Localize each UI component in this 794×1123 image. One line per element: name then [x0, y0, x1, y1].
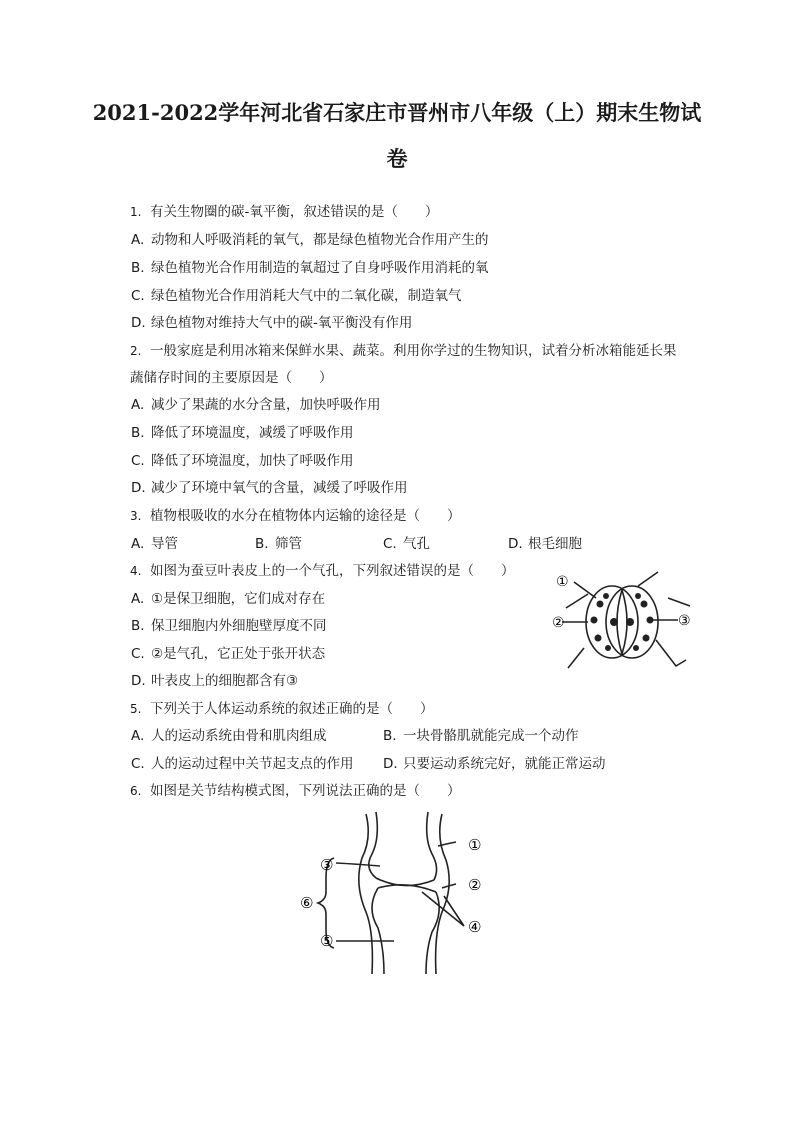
upper-bone-right-edge: [427, 812, 437, 880]
joint-label-1: ①: [468, 836, 482, 854]
question-5-option-b: B. 一块骨骼肌就能完成一个动作: [383, 728, 579, 744]
joint-label-5: ⑤: [320, 932, 334, 950]
question-2-stem-continued: 蔬储存时间的主要原因是（ ）: [130, 370, 333, 386]
joint-label-3: ③: [320, 856, 334, 874]
question-4-option-a: A. ①是保卫细胞，它们成对存在: [131, 591, 326, 607]
question-2-option-c: C. 降低了环境温度，加快了呼吸作用: [131, 453, 354, 469]
question-1-option-c: C. 绿色植物光合作用消耗大气中的二氧化碳，制造氧气: [131, 288, 462, 304]
joint-capsule-right: [436, 814, 450, 974]
question-2-option-a: A. 减少了果蔬的水分含量，加快呼吸作用: [131, 397, 381, 413]
stomata-label-1: ①: [556, 574, 569, 590]
question-1-option-d: D. 绿色植物对维持大气中的碳-氧平衡没有作用: [131, 315, 413, 331]
question-4-stem: 4. 如图为蚕豆叶表皮上的一个气孔，下列叙述错误的是（ ）: [130, 563, 515, 579]
stoma-opening: [617, 590, 627, 654]
question-3-option-d: D. 根毛细胞: [508, 536, 582, 552]
question-6-stem: 6. 如图是关节结构模式图，下列说法正确的是（ ）: [130, 783, 461, 799]
question-3-option-c: C. 气孔: [383, 536, 430, 552]
lower-bone-left-edge: [372, 888, 384, 974]
joint-capsule-left: [359, 814, 373, 974]
question-4-option-c: C. ②是气孔，它正处于张开状态: [131, 646, 326, 662]
question-1-stem: 1. 有关生物圈的碳-氧平衡，叙述错误的是（ ）: [130, 204, 439, 220]
joint-label-4: ④: [468, 918, 482, 936]
question-3-stem: 3. 植物根吸收的水分在植物体内运输的途径是（ ）: [130, 508, 461, 524]
question-5-option-a: A. 人的运动系统由骨和肌肉组成: [131, 728, 327, 744]
page-title-line2: 卷: [386, 146, 408, 171]
question-2-stem: 2. 一般家庭是利用冰箱来保鲜水果、蔬菜。利用你学过的生物知识，试着分析冰箱能延长果: [130, 343, 677, 359]
joint-label-6: ⑥: [300, 894, 314, 912]
joint-label-2: ②: [468, 876, 482, 894]
question-2-option-d: D. 减少了环境中氧气的含量，减缓了呼吸作用: [131, 480, 408, 496]
question-5-option-c: C. 人的运动过程中关节起支点的作用: [131, 756, 354, 772]
question-5-option-d: D. 只要运动系统完好，就能正常运动: [383, 756, 606, 772]
question-3-option-b: B. 筛管: [255, 536, 302, 552]
stomata-label-3: ③: [678, 613, 691, 629]
page-title-line1: 2021-2022学年河北省石家庄市晋州市八年级（上）期末生物试: [92, 100, 702, 125]
upper-bone-left-edge: [369, 812, 378, 878]
question-1-option-b: B. 绿色植物光合作用制造的氧超过了自身呼吸作用消耗的氧: [131, 260, 489, 276]
stomata-figure: [548, 568, 698, 680]
question-4-option-b: B. 保卫细胞内外细胞壁厚度不同: [131, 618, 327, 634]
question-2-option-b: B. 降低了环境温度，减缓了呼吸作用: [131, 425, 354, 441]
joint-figure: [296, 808, 502, 980]
question-3-option-a: A. 导管: [131, 536, 178, 552]
question-1-option-a: A. 动物和人呼吸消耗的氧气，都是绿色植物光合作用产生的: [131, 232, 489, 248]
stomata-label-2: ②: [552, 615, 565, 631]
question-5-stem: 5. 下列关于人体运动系统的叙述正确的是（ ）: [130, 701, 434, 717]
question-4-option-d: D. 叶表皮上的细胞都含有③: [131, 673, 299, 689]
